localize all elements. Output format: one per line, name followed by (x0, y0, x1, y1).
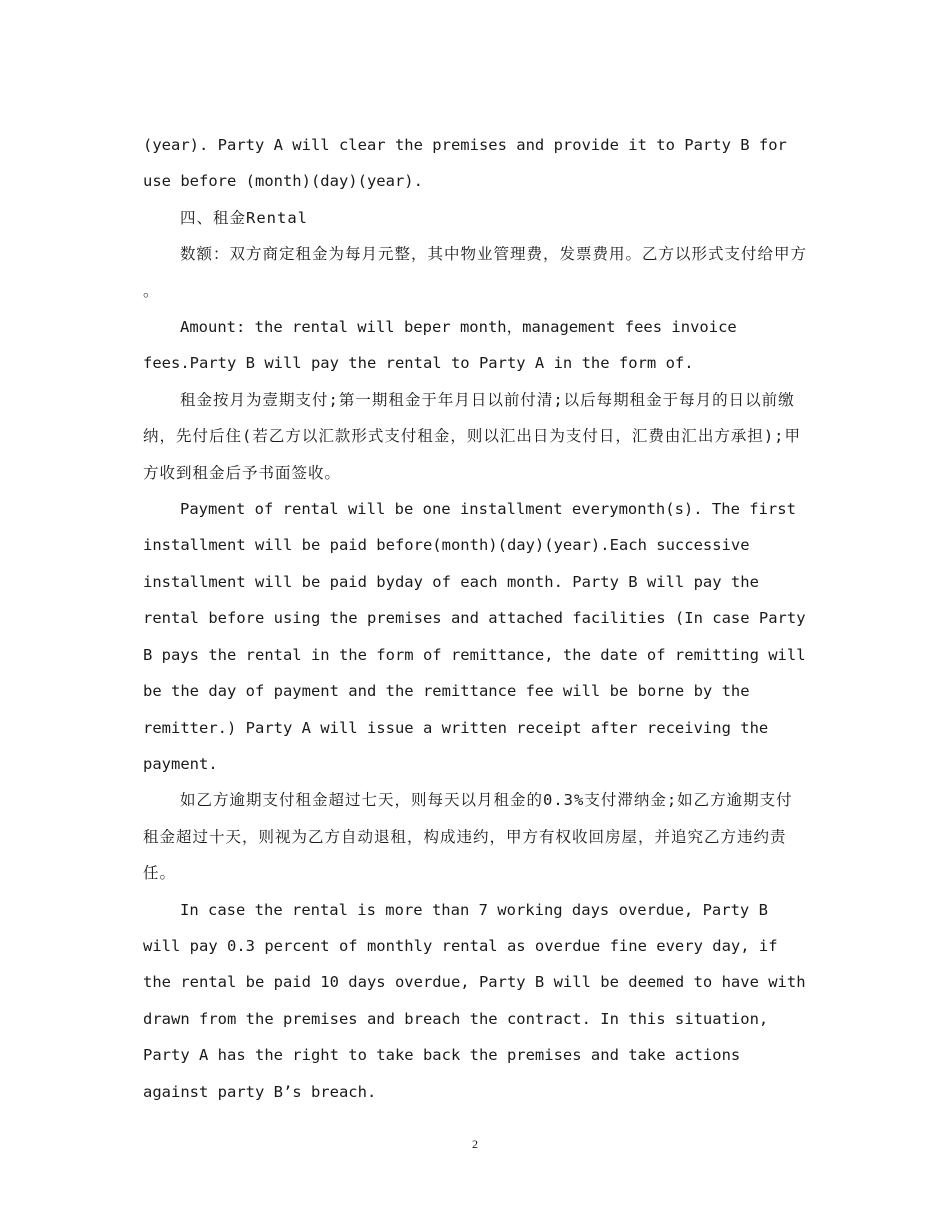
section-heading-rental: 四、租金Rental (180, 208, 308, 227)
paragraph-payment-cn: 租金按月为壹期支付;第一期租金于年月日以前付清;以后每期租金于每月的日以前缴纳，先付后住(若乙方以汇款形式支付租金，则以汇出日为支付日，汇费由汇出方承担);甲方收到租金后予书面签收。 (143, 390, 801, 482)
paragraph-possession-date: (year). Party A will clear the premises and provide it to Party B for use before (month)(day)(year). (143, 136, 787, 191)
paragraph-amount-en: Amount: the rental will beper month，management fees invoice fees.Party B will pay the rental to Party A in the form of. (143, 318, 737, 373)
document-body (143, 127, 808, 1110)
paragraph-amount-cn: 数额：双方商定租金为每月元整，其中物业管理费，发票费用。乙方以形式支付给甲方 。 (143, 245, 808, 300)
paragraph-overdue-cn: 如乙方逾期支付租金超过七天，则每天以月租金的0.3%支付滞纳金;如乙方逾期支付租金超过十天，则视为乙方自动退租，构成违约，甲方有权收回房屋，并追究乙方违约责任。 (143, 791, 793, 883)
page-number: 2 (472, 1137, 478, 1151)
paragraph-overdue-en: In case the rental is more than 7 working days overdue, Party B will pay 0.3 percent of monthly rental as overdue fine every day, if the rental be paid 10 days overdue, Party B will be deemed to have with drawn from the premises and breach the contract. In this situation, Party A has the right to take back the premises and take actions against party B’s breach. (143, 900, 806, 1101)
paragraph-payment-en: Payment of rental will be one installment everymonth(s). The first installment will be paid before(month)(day)(year).Each successive installment will be paid byday of each month. Party B will pay the rental before using the premises and attached facilities (In case Party B pays the rental in the form of remittance, the date of remitting will be the day of payment and the remittance fee will be borne by the remitter.) Party A will issue a written receipt after receiving the payment. (143, 500, 806, 773)
